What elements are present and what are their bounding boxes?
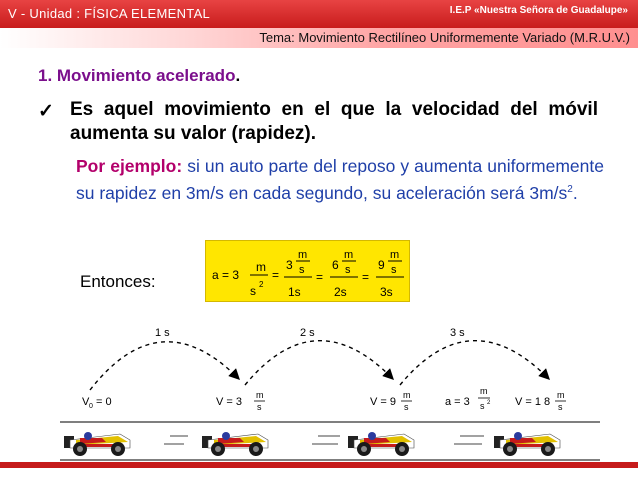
svg-text:2s: 2s — [334, 285, 347, 299]
velocity-label-2 — [370, 390, 412, 412]
unit-title: V - Unidad : FÍSICA ELEMENTAL — [8, 6, 211, 21]
svg-text:3: 3 — [286, 258, 293, 272]
svg-text:a = 3: a = 3 — [445, 396, 470, 408]
svg-text:2: 2 — [487, 400, 491, 406]
car-2 — [202, 432, 268, 456]
header-bar — [0, 0, 638, 28]
svg-text:s: s — [345, 264, 351, 276]
svg-text:V = 1 8: V = 1 8 — [515, 396, 551, 408]
svg-text:=: = — [272, 268, 280, 282]
motion-diagram — [0, 310, 638, 462]
svg-text:m: m — [390, 249, 400, 261]
acceleration-formula — [205, 240, 410, 302]
svg-text:9: 9 — [378, 258, 385, 272]
formula-term-2 — [330, 249, 358, 299]
svg-text:s: s — [299, 264, 305, 276]
svg-text:m: m — [344, 249, 354, 261]
svg-text:V: V — [82, 396, 90, 408]
svg-text:s: s — [391, 264, 397, 276]
velocity-label-1 — [216, 390, 265, 412]
acceleration-label — [445, 386, 491, 411]
car-4 — [494, 432, 560, 456]
svg-text:m: m — [557, 390, 565, 400]
time-label-2: 2 s — [300, 327, 315, 339]
section-title: 1. Movimiento acelerado. — [38, 66, 241, 85]
arc-2 — [245, 341, 392, 385]
arc-1 — [90, 342, 238, 390]
svg-text:s: s — [480, 401, 485, 411]
svg-text:s: s — [257, 402, 262, 412]
definition-text: Es aquel movimiento en el que la velocidad del móvil aumenta su valor (rapidez). — [70, 99, 598, 144]
arc-3 — [400, 341, 548, 385]
svg-text:3s: 3s — [380, 285, 393, 299]
svg-text:0: 0 — [89, 403, 93, 410]
velocity-label-v0 — [82, 396, 112, 410]
svg-text:V = 3: V = 3 — [216, 396, 242, 408]
time-label-3: 3 s — [450, 327, 465, 339]
bottom-border — [0, 462, 638, 468]
theme-title: Tema: Movimiento Rectilíneo Uniformemente Variado (M.R.U.V.) — [259, 30, 630, 45]
time-label-1: 1 s — [155, 327, 170, 339]
formula-a-eq: a = 3 — [212, 268, 240, 282]
svg-text:V = 9: V = 9 — [370, 396, 396, 408]
svg-text:m: m — [480, 386, 488, 396]
svg-text:s: s — [404, 402, 409, 412]
formula-term-1 — [284, 249, 312, 299]
svg-text:= 0: = 0 — [96, 396, 112, 408]
example-paragraph: Por ejemplo: si un auto parte del reposo y aumenta uniformemente su rapidez en 3m/s en cada segundo, su aceleración será $3m/s^2$. — [76, 156, 604, 203]
svg-text:6: 6 — [332, 258, 339, 272]
svg-text:=: = — [362, 270, 370, 284]
formula-term-3 — [376, 249, 404, 299]
checkmark-icon: ✓ — [38, 101, 54, 122]
svg-text:s: s — [558, 402, 563, 412]
velocity-label-3 — [515, 390, 566, 412]
formula-unit-exp: 2 — [259, 280, 264, 289]
svg-text:m: m — [256, 390, 264, 400]
school-name: I.E.P «Nuestra Señora de Guadalupe» — [449, 5, 628, 16]
formula-unit-num: m — [256, 260, 266, 274]
entonces-label: Entonces: — [80, 272, 156, 291]
svg-text:m: m — [298, 249, 308, 261]
theme-bar — [0, 28, 638, 48]
car-1 — [64, 432, 130, 456]
car-3 — [348, 432, 414, 456]
example-lead: Por ejemplo: — [76, 156, 183, 176]
svg-text:=: = — [316, 270, 324, 284]
formula-unit-den: s — [250, 284, 256, 298]
svg-text:m: m — [403, 390, 411, 400]
svg-text:1s: 1s — [288, 285, 301, 299]
